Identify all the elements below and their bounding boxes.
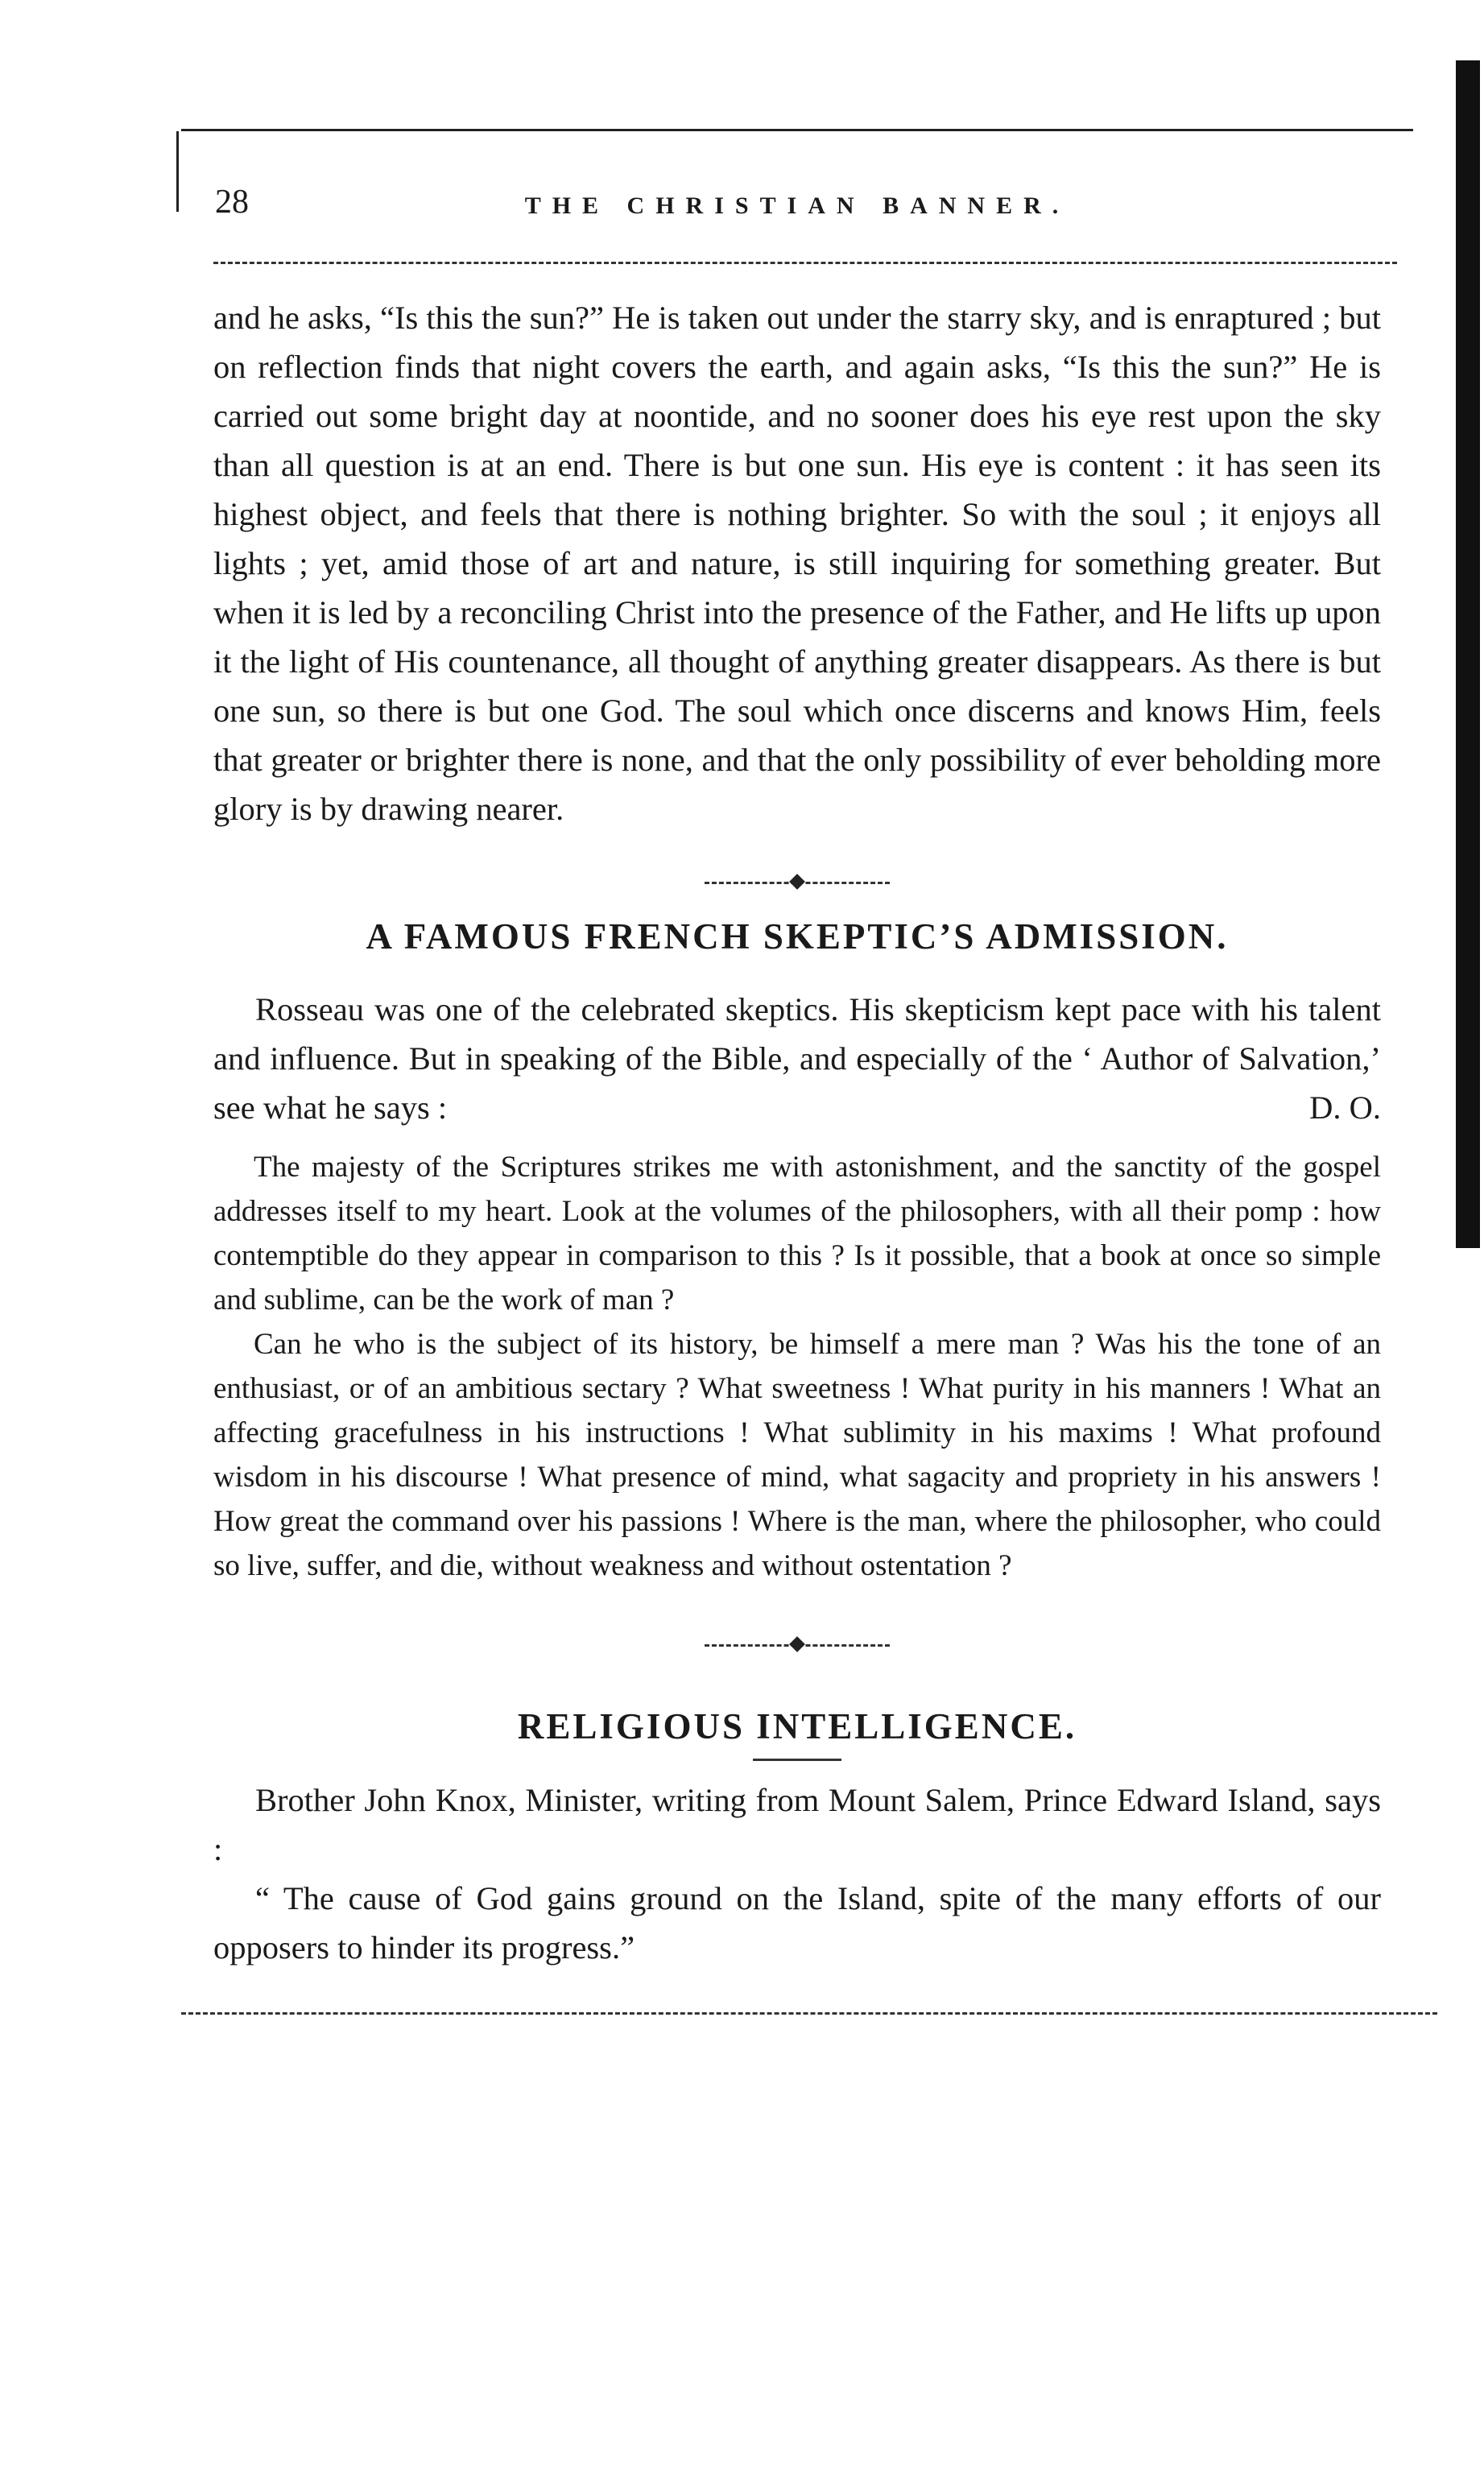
footer-rule bbox=[181, 2012, 1437, 2015]
section-heading-skeptic: A FAMOUS FRENCH SKEPTIC’S ADMISSION. bbox=[366, 916, 1229, 957]
header-rule bbox=[213, 262, 1397, 264]
divider-ornament bbox=[789, 874, 805, 890]
section-divider bbox=[213, 866, 1381, 898]
page-number: 28 bbox=[215, 184, 249, 221]
skeptic-intro-text: Rosseau was one of the celebrated skeptics. His skepticism kept pace with his talent and influence. But in speaking of the Bible, and especially of the ‘ Author of Salvation,’ see what he says : bbox=[213, 991, 1381, 1126]
skeptic-intro bbox=[213, 985, 1381, 1132]
header-bracket bbox=[176, 131, 179, 212]
signature: D. O. bbox=[1309, 1089, 1381, 1126]
article-body bbox=[213, 293, 1381, 1972]
intelligence-paragraph-1: Brother John Knox, Minister, writing from Mount Salem, Prince Edward Island, says : bbox=[213, 1782, 1381, 1867]
binding-edge bbox=[1456, 60, 1480, 1248]
page bbox=[181, 129, 1413, 2015]
page-header bbox=[181, 129, 1413, 220]
intelligence-paragraph-2: “ The cause of God gains ground on the Island, spite of the many efforts of our opposers to hinder its progress.” bbox=[213, 1880, 1381, 1966]
section-divider-2 bbox=[213, 1628, 1381, 1660]
section-heading-intelligence: RELIGIOUS INTELLIGENCE. bbox=[517, 1706, 1077, 1747]
running-title: THE CHRISTIAN BANNER. bbox=[524, 192, 1070, 219]
intro-paragraph: and he asks, “Is this the sun?” He is taken out under the starry sky, and is enraptured ; but on reflection finds that night covers the earth, and again asks, “Is this the sun?” He is carried out some bright day at noontide, and no sooner does his eye rest upon the sky than all question is at an end. There is but one sun. His eye is content : it has seen its highest object, and feels that there is nothing brighter. So with the soul ; it enjoys all lights ; yet, amid those of art and nature, is still inquiring for something greater. But when it is led by a reconciling Christ into the presence of the Father, and He lifts up upon it the light of His countenance, all thought of anything greater disappears. As there is but one sun, so there is but one God. The soul which once discerns and knows Him, feels that greater or brighter there is none, and that the only possibility of ever beholding more glory is by drawing nearer. bbox=[213, 300, 1381, 827]
quote-paragraph-2: Can he who is the subject of its history, be himself a mere man ? Was his the tone of an enthusiast, or of an ambitious sectary ? What sweetness ! What purity in his manners ! What an affecting gracefulness in his instructions ! What sublimity in his maxims ! What profound wisdom in his discourse ! What presence of mind, what sagacity and propriety in his answers ! How great the command over his passions ! Where is the man, where the philosopher, who could so live, suffer, and die, without weakness and without ostentation ? bbox=[213, 1328, 1381, 1582]
quote-paragraph-1: The majesty of the Scriptures strikes me with astonishment, and the sanctity of the gospel addresses itself to my heart. Look at the volumes of the philosophers, with all their pomp : how contemptible do they appear in comparison to this ? Is it possible, that a book at once so simple and sublime, can be the work of man ? bbox=[213, 1151, 1381, 1317]
divider-ornament bbox=[789, 1636, 805, 1652]
